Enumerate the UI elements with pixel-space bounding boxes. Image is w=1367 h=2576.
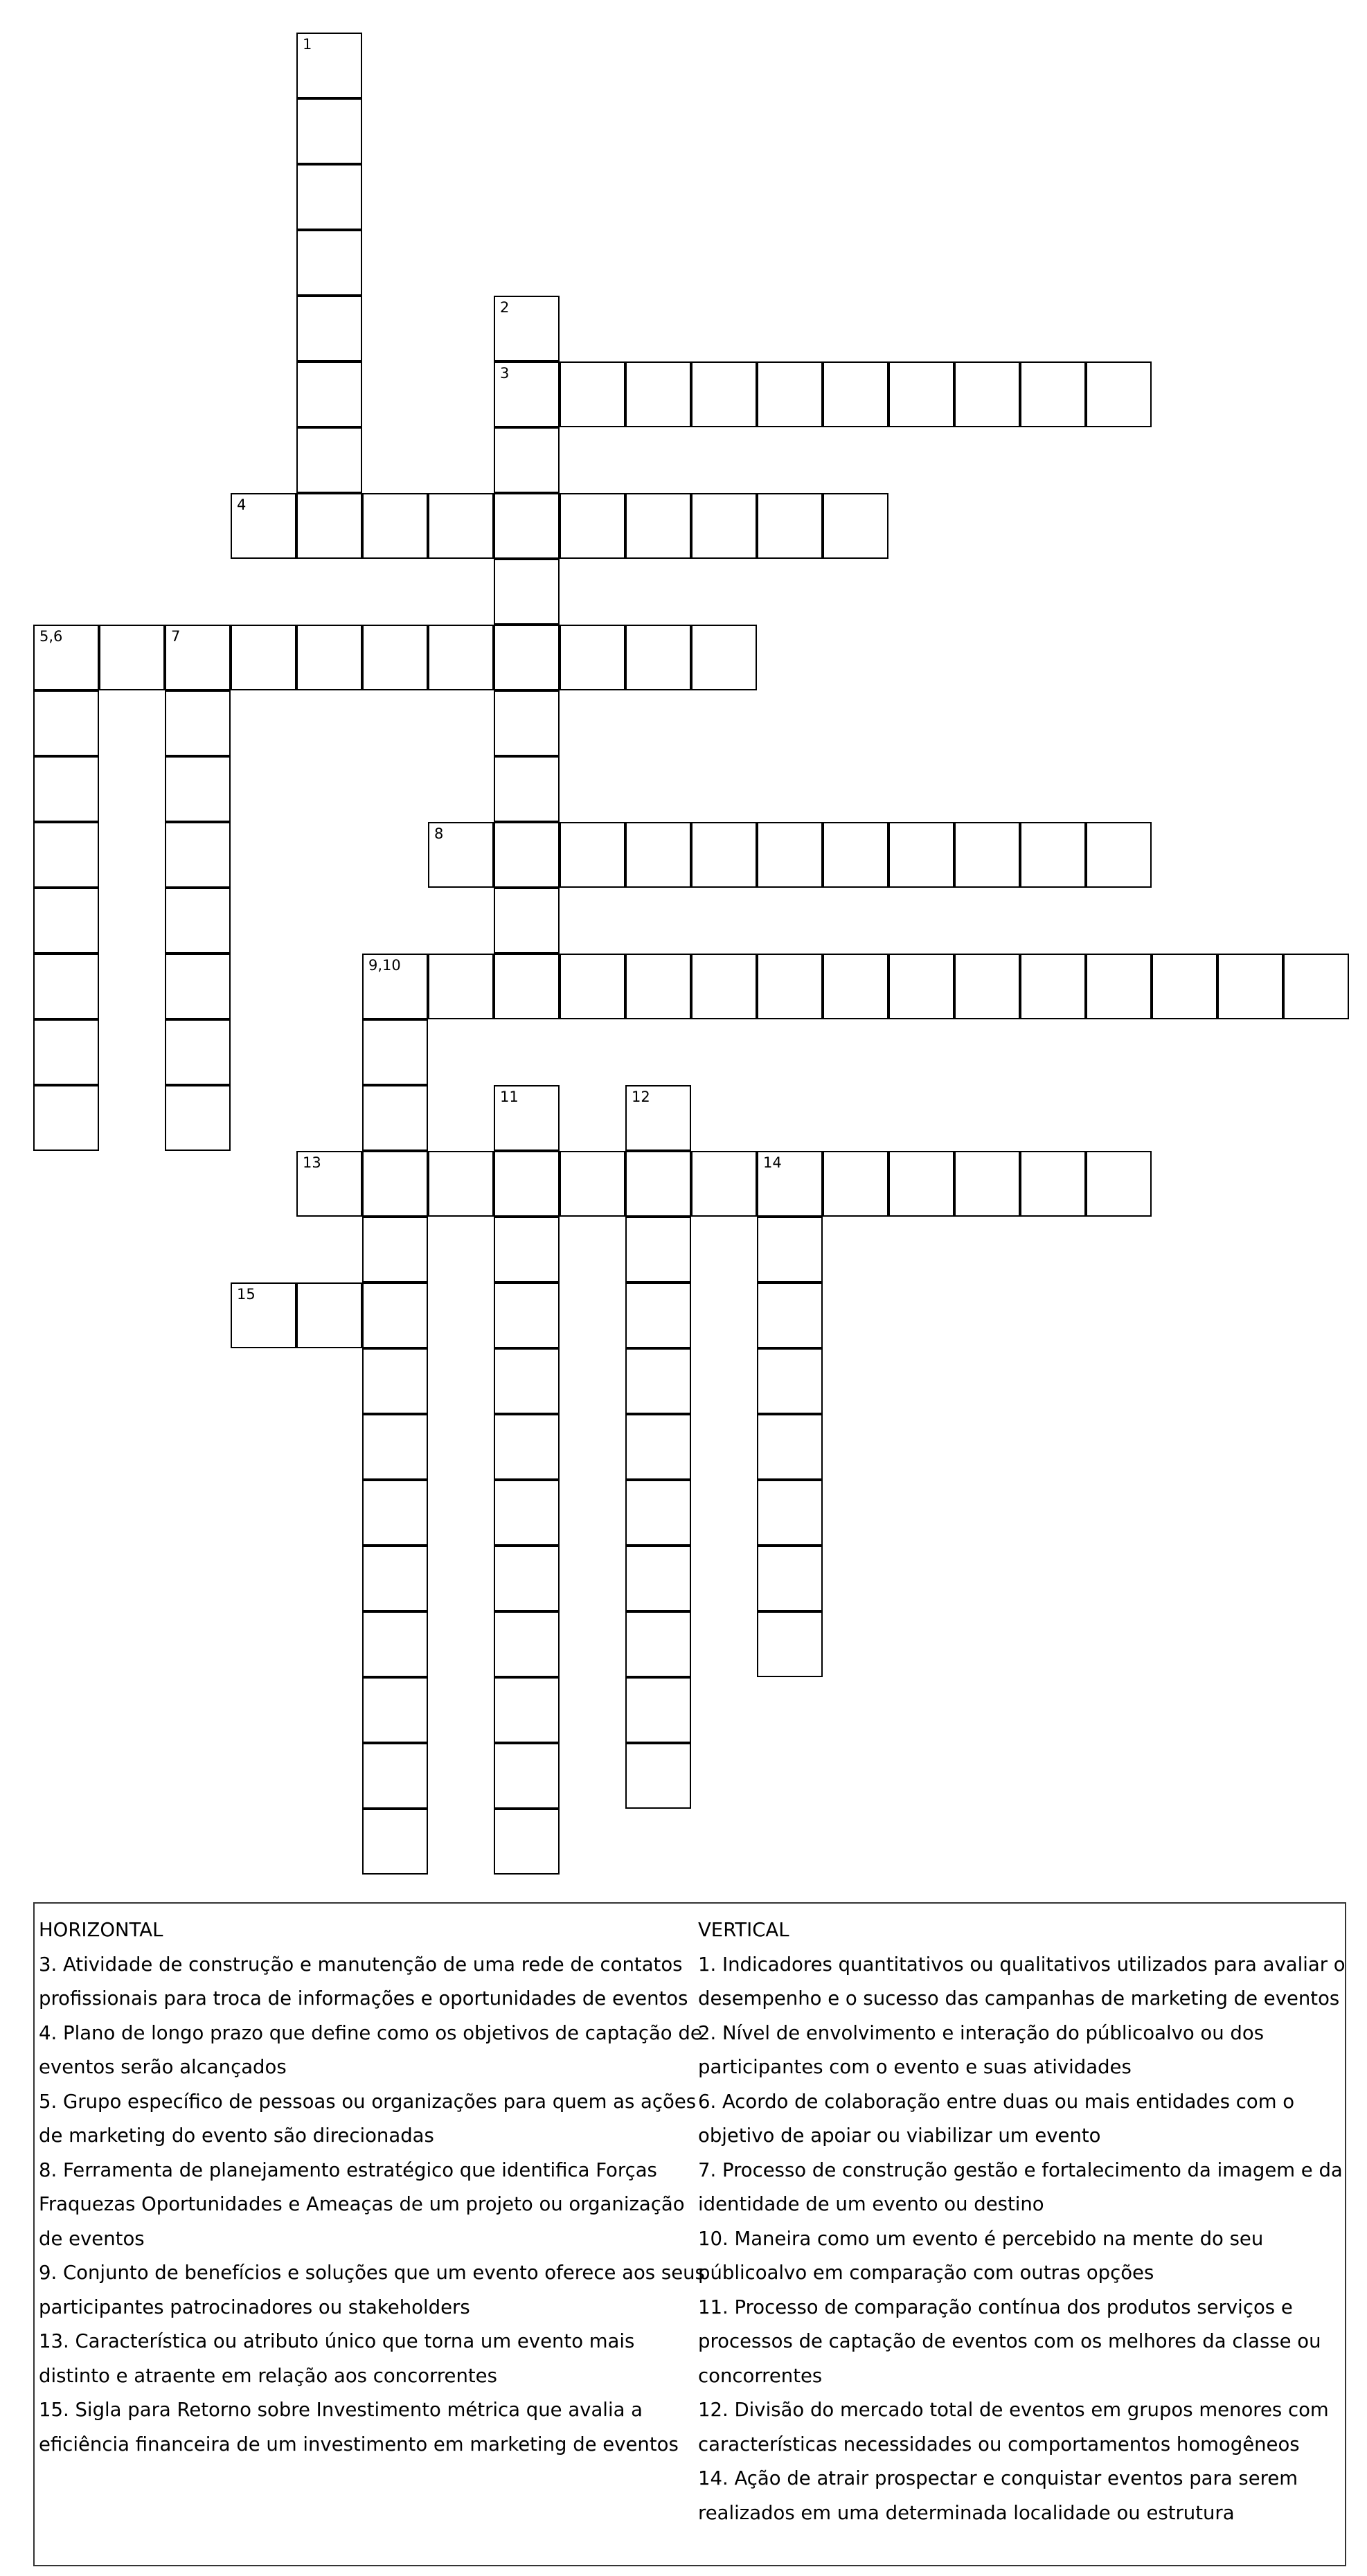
- crossword-cell[interactable]: [296, 33, 362, 98]
- crossword-cell[interactable]: [362, 1282, 428, 1348]
- crossword-cell[interactable]: [494, 1217, 560, 1282]
- crossword-cell[interactable]: [757, 954, 823, 1019]
- crossword-cell[interactable]: [1086, 1151, 1152, 1217]
- crossword-cell[interactable]: [757, 1348, 823, 1414]
- clue-line: 12. Divisão do mercado total de eventos em grupos menores com: [698, 2399, 1329, 2421]
- crossword-cell[interactable]: [428, 954, 494, 1019]
- crossword-cell[interactable]: [362, 493, 428, 559]
- clue-number: 14: [763, 1154, 782, 1171]
- crossword-cell[interactable]: [625, 1282, 691, 1348]
- crossword-cell[interactable]: [625, 1151, 691, 1217]
- clue-line: 7. Processo de construção gestão e fortalecimento da imagem e da: [698, 2158, 1343, 2181]
- crossword-cell[interactable]: [494, 1611, 560, 1677]
- clue-line: concorrentes: [698, 2364, 823, 2387]
- clue-line: realizados em uma determinada localidade ou estrutura: [698, 2501, 1235, 2524]
- clue-line: 6. Acordo de colaboração entre duas ou mais entidades com o: [698, 2090, 1295, 2113]
- crossword-cell[interactable]: [888, 361, 954, 427]
- crossword-cell[interactable]: [560, 1151, 625, 1217]
- crossword-cell[interactable]: [888, 954, 954, 1019]
- crossword-cell[interactable]: [1086, 822, 1152, 888]
- crossword-cell[interactable]: [625, 1414, 691, 1480]
- crossword-cell[interactable]: [296, 98, 362, 164]
- crossword-cell[interactable]: [560, 493, 625, 559]
- crossword-cell[interactable]: [362, 1414, 428, 1480]
- crossword-cell[interactable]: [625, 1217, 691, 1282]
- crossword-cell[interactable]: [757, 1217, 823, 1282]
- crossword-cell[interactable]: [494, 296, 560, 361]
- clue-line: 5. Grupo específico de pessoas ou organizações para quem as ações: [39, 2090, 697, 2113]
- crossword-cell[interactable]: [625, 954, 691, 1019]
- crossword-cell[interactable]: [691, 1151, 757, 1217]
- crossword-cell[interactable]: [362, 1348, 428, 1414]
- clue-number: 2: [500, 299, 510, 316]
- crossword-cell[interactable]: [1217, 954, 1283, 1019]
- clue-line: 1. Indicadores quantitativos ou qualitativos utilizados para avaliar o: [698, 1953, 1346, 1976]
- crossword-cell[interactable]: [757, 1414, 823, 1480]
- crossword-cell[interactable]: [494, 1151, 560, 1217]
- vertical-clues: [698, 1913, 1346, 2530]
- clue-number: 11: [500, 1089, 519, 1105]
- crossword-cell[interactable]: [362, 625, 428, 690]
- crossword-cell[interactable]: [165, 1019, 231, 1085]
- clue-line: participantes patrocinadores ou stakeholders: [39, 2296, 470, 2318]
- crossword-cell[interactable]: [494, 427, 560, 493]
- crossword-cell[interactable]: [33, 954, 99, 1019]
- vertical-heading: VERTICAL: [698, 1919, 789, 1941]
- crossword-cell[interactable]: [625, 1085, 691, 1151]
- clue-line: de marketing do evento são direcionadas: [39, 2125, 434, 2147]
- clue-line: 3. Atividade de construção e manutenção de uma rede de contatos: [39, 1953, 683, 1976]
- crossword-cell[interactable]: [1152, 954, 1217, 1019]
- clue-number: 15: [237, 1286, 256, 1303]
- crossword-cell[interactable]: [954, 1151, 1020, 1217]
- crossword-cell[interactable]: [362, 1677, 428, 1743]
- crossword-cell[interactable]: [494, 1348, 560, 1414]
- crossword-cell[interactable]: [165, 625, 231, 690]
- crossword-cell[interactable]: [494, 625, 560, 690]
- crossword-cell[interactable]: [362, 1611, 428, 1677]
- crossword-cell[interactable]: [757, 1282, 823, 1348]
- clue-line: 10. Maneira como um evento é percebido na mente do seu: [698, 2227, 1264, 2250]
- crossword-cell[interactable]: [823, 361, 888, 427]
- crossword-cell[interactable]: [757, 1151, 823, 1217]
- clue-number: 13: [303, 1154, 321, 1171]
- crossword-cell[interactable]: [33, 756, 99, 822]
- crossword-cell[interactable]: [494, 1677, 560, 1743]
- crossword-cell[interactable]: [494, 1282, 560, 1348]
- clue-number: 9,10: [368, 957, 401, 974]
- crossword-cell[interactable]: [296, 1151, 362, 1217]
- crossword-cell[interactable]: [1020, 1151, 1086, 1217]
- crossword-cell[interactable]: [296, 296, 362, 361]
- clue-line: 8. Ferramenta de planejamento estratégico que identifica Forças: [39, 2158, 657, 2181]
- crossword-cell[interactable]: [428, 822, 494, 888]
- clue-line: Fraquezas Oportunidades e Ameaças de um projeto ou organização: [39, 2193, 685, 2215]
- crossword-cell[interactable]: [757, 361, 823, 427]
- crossword-cell[interactable]: [165, 756, 231, 822]
- crossword-cell[interactable]: [362, 1151, 428, 1217]
- crossword-cell[interactable]: [33, 690, 99, 756]
- clue-line: 14. Ação de atrair prospectar e conquistar eventos para serem: [698, 2467, 1298, 2489]
- crossword-cell[interactable]: [296, 427, 362, 493]
- crossword-cell[interactable]: [757, 1480, 823, 1546]
- clue-line: públicoalvo em comparação com outras opções: [698, 2262, 1154, 2284]
- crossword-cell[interactable]: [560, 625, 625, 690]
- clue-number: 4: [237, 497, 247, 513]
- crossword-cell[interactable]: [165, 822, 231, 888]
- clue-number: 7: [171, 628, 181, 645]
- crossword-cell[interactable]: [757, 822, 823, 888]
- clue-line: 9. Conjunto de benefícios e soluções que um evento oferece aos seus: [39, 2262, 705, 2284]
- crossword-cell[interactable]: [296, 361, 362, 427]
- crossword-cell[interactable]: [1020, 361, 1086, 427]
- clue-line: 15. Sigla para Retorno sobre Investimento métrica que avalia a: [39, 2399, 643, 2421]
- crossword-cell[interactable]: [296, 625, 362, 690]
- clues-box: [33, 1902, 1346, 2566]
- crossword-cell[interactable]: [757, 1546, 823, 1611]
- crossword-cell[interactable]: [560, 954, 625, 1019]
- crossword-cell[interactable]: [494, 493, 560, 559]
- crossword-cell[interactable]: [625, 1677, 691, 1743]
- clue-line: eventos serão alcançados: [39, 2056, 287, 2078]
- crossword-cell[interactable]: [494, 361, 560, 427]
- crossword-cell[interactable]: [1283, 954, 1349, 1019]
- crossword-cell[interactable]: [954, 822, 1020, 888]
- crossword-cell[interactable]: [625, 625, 691, 690]
- crossword-cell[interactable]: [823, 822, 888, 888]
- crossword-cell[interactable]: [165, 954, 231, 1019]
- crossword-cell[interactable]: [362, 954, 428, 1019]
- crossword-cell[interactable]: [362, 1546, 428, 1611]
- crossword-cell[interactable]: [1086, 954, 1152, 1019]
- crossword-cell[interactable]: [494, 1480, 560, 1546]
- crossword-cell[interactable]: [494, 822, 560, 888]
- crossword-cell[interactable]: [888, 822, 954, 888]
- crossword-cell[interactable]: [33, 822, 99, 888]
- crossword-cell[interactable]: [625, 1611, 691, 1677]
- crossword-cell[interactable]: [823, 954, 888, 1019]
- crossword-cell[interactable]: [757, 493, 823, 559]
- crossword-cell[interactable]: [494, 1809, 560, 1875]
- crossword-cell[interactable]: [494, 954, 560, 1019]
- crossword-cell[interactable]: [625, 1743, 691, 1809]
- crossword-cell[interactable]: [954, 954, 1020, 1019]
- crossword-cell[interactable]: [165, 690, 231, 756]
- clue-line: 4. Plano de longo prazo que define como os objetivos de captação de: [39, 2021, 702, 2044]
- crossword-cell[interactable]: [494, 690, 560, 756]
- clue-line: identidade de um evento ou destino: [698, 2193, 1044, 2215]
- clue-line: objetivo de apoiar ou viabilizar um evento: [698, 2125, 1101, 2147]
- crossword-cell[interactable]: [428, 625, 494, 690]
- crossword-cell[interactable]: [494, 756, 560, 822]
- crossword-cell[interactable]: [823, 1151, 888, 1217]
- clue-line: distinto e atraente em relação aos concorrentes: [39, 2364, 497, 2387]
- clue-line: eficiência financeira de um investimento em marketing de eventos: [39, 2433, 679, 2456]
- crossword-cell[interactable]: [494, 1085, 560, 1151]
- clue-number: 8: [434, 825, 444, 842]
- crossword-cell[interactable]: [33, 625, 99, 690]
- crossword-cell[interactable]: [99, 625, 165, 690]
- crossword-cell[interactable]: [165, 888, 231, 954]
- crossword-cell[interactable]: [428, 493, 494, 559]
- crossword-cell[interactable]: [691, 361, 757, 427]
- crossword-cell[interactable]: [428, 1151, 494, 1217]
- clue-line: 13. Característica ou atributo único que torna um evento mais: [39, 2330, 635, 2352]
- horizontal-clues: [39, 1913, 705, 2462]
- crossword-cell[interactable]: [362, 1743, 428, 1809]
- crossword-cell[interactable]: [1086, 361, 1152, 427]
- crossword-cell[interactable]: [560, 361, 625, 427]
- crossword-cell[interactable]: [625, 361, 691, 427]
- crossword-cell[interactable]: [625, 1546, 691, 1611]
- crossword-cell[interactable]: [231, 625, 296, 690]
- crossword-cell[interactable]: [823, 493, 888, 559]
- crossword-cell[interactable]: [494, 1546, 560, 1611]
- crossword-cell[interactable]: [33, 888, 99, 954]
- crossword-cell[interactable]: [1020, 954, 1086, 1019]
- crossword-cell[interactable]: [691, 493, 757, 559]
- clue-line: características necessidades ou comportamentos homogêneos: [698, 2433, 1300, 2456]
- crossword-cell[interactable]: [625, 1348, 691, 1414]
- clue-line: processos de captação de eventos com os melhores da classe ou: [698, 2330, 1321, 2352]
- crossword-cell[interactable]: [362, 1480, 428, 1546]
- crossword-cell[interactable]: [560, 822, 625, 888]
- clue-number: 3: [500, 365, 510, 382]
- crossword-cell[interactable]: [33, 1019, 99, 1085]
- clue-line: participantes com o evento e suas atividades: [698, 2056, 1132, 2078]
- crossword-cell[interactable]: [625, 1480, 691, 1546]
- crossword-cell[interactable]: [888, 1151, 954, 1217]
- crossword-cell[interactable]: [494, 1414, 560, 1480]
- crossword-cell[interactable]: [362, 1809, 428, 1875]
- crossword-cell[interactable]: [33, 1085, 99, 1151]
- crossword-cell[interactable]: [757, 1611, 823, 1677]
- clue-line: 11. Processo de comparação contínua dos produtos serviços e: [698, 2296, 1293, 2318]
- horizontal-heading: HORIZONTAL: [39, 1919, 163, 1941]
- crossword-cell[interactable]: [691, 822, 757, 888]
- clue-number: 1: [303, 36, 312, 53]
- crossword-cell[interactable]: [231, 1282, 296, 1348]
- clue-number: 5,6: [39, 628, 63, 645]
- crossword-cell[interactable]: [494, 888, 560, 954]
- crossword-cell[interactable]: [691, 954, 757, 1019]
- crossword-cell[interactable]: [231, 493, 296, 559]
- crossword-cell[interactable]: [165, 1085, 231, 1151]
- crossword-cell[interactable]: [296, 230, 362, 296]
- crossword-cell[interactable]: [296, 493, 362, 559]
- clue-line: 2. Nível de envolvimento e interação do públicoalvo ou dos: [698, 2021, 1265, 2044]
- clue-number: 12: [632, 1089, 650, 1105]
- clue-line: desempenho e o sucesso das campanhas de marketing de eventos: [698, 1987, 1340, 2010]
- clue-line: de eventos: [39, 2227, 145, 2250]
- crossword-cell[interactable]: [362, 1217, 428, 1282]
- crossword-cell[interactable]: [1020, 822, 1086, 888]
- crossword-cell[interactable]: [362, 1085, 428, 1151]
- crossword-cell[interactable]: [954, 361, 1020, 427]
- crossword-cell[interactable]: [296, 164, 362, 230]
- clue-line: profissionais para troca de informações e oportunidades de eventos: [39, 1987, 688, 2010]
- crossword-cell[interactable]: [494, 559, 560, 625]
- crossword-cell[interactable]: [625, 822, 691, 888]
- crossword-cell[interactable]: [494, 1743, 560, 1809]
- crossword-cell[interactable]: [362, 1019, 428, 1085]
- crossword-cell[interactable]: [296, 1282, 362, 1348]
- crossword-cell[interactable]: [691, 625, 757, 690]
- crossword-cell[interactable]: [625, 493, 691, 559]
